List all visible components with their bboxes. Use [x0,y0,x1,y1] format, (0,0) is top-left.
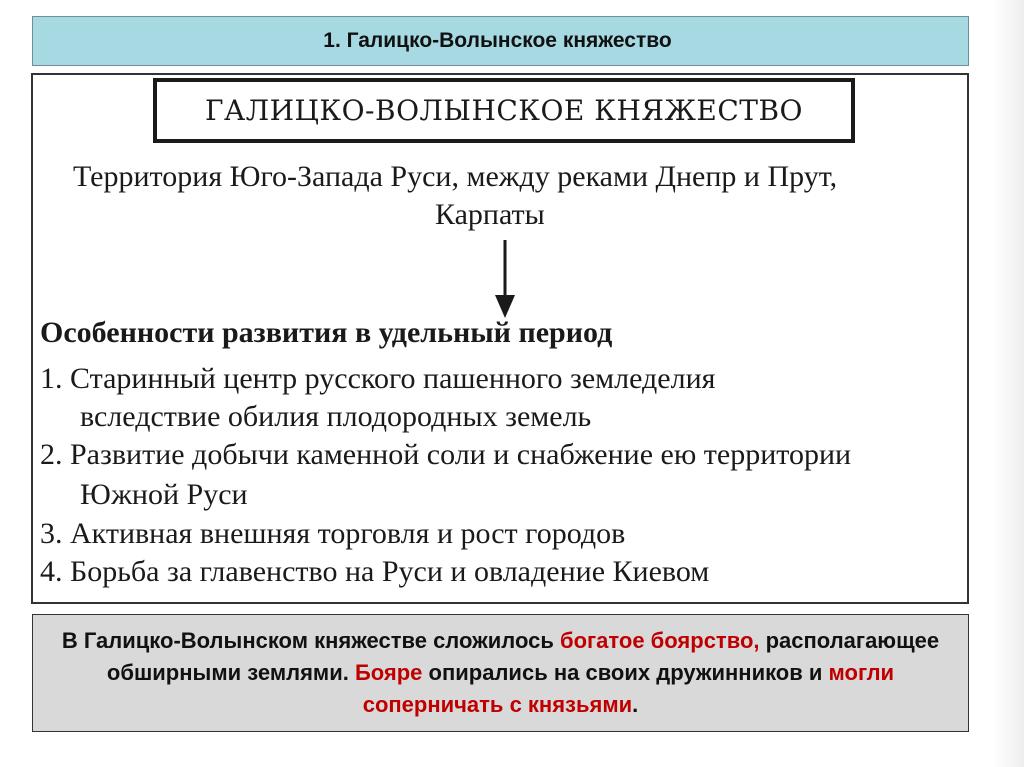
conclusion-highlight-3: могли соперничать с князьями [362,660,895,717]
conclusion-highlight-2: Бояре [354,660,423,685]
feature-item-3: 3. Активная внешняя торговля и рост городов [40,517,626,550]
feature-item-2-line-2: Южной Руси [80,478,248,511]
scan-title: ГАЛИЦКО-ВОЛЫНСКОЕ КНЯЖЕСТВО [204,94,803,127]
conclusion-part-5: опирались на своих дружинников и [422,660,829,685]
conclusion-text [61,625,941,721]
conclusion-highlight-1: богатое боярство, [559,628,760,653]
feature-item-2-line-1: 2. Развитие добычи каменной соли и снабжение ею территории [40,438,852,471]
feature-item-4: 4. Борьба за главенство на Руси и овладение Киевом [40,555,710,588]
conclusion-part-7: . [632,692,639,717]
territory-line-1: Территория Юго-Запада Руси, между реками Днепр и Прут, [73,160,838,193]
conclusion-box [32,614,969,732]
conclusion-part-3: располагающее обширными землями. [106,628,940,685]
features-heading: Особенности развития в удельный период [40,316,613,349]
scan-title-box [153,78,855,143]
feature-item-1-line-1: 1. Старинный центр русского пашенного земледелия [40,362,716,395]
slide-title: 1. Галицко-Волынское княжество [323,29,672,52]
down-arrow-icon [490,240,520,320]
conclusion-part-1: В Галицко-Волынском княжестве сложилось [61,628,560,653]
territory-line-2: Карпаты [435,198,545,231]
feature-item-1-line-2: вследствие обилия плодородных земель [80,400,592,433]
header-bar [32,16,969,66]
